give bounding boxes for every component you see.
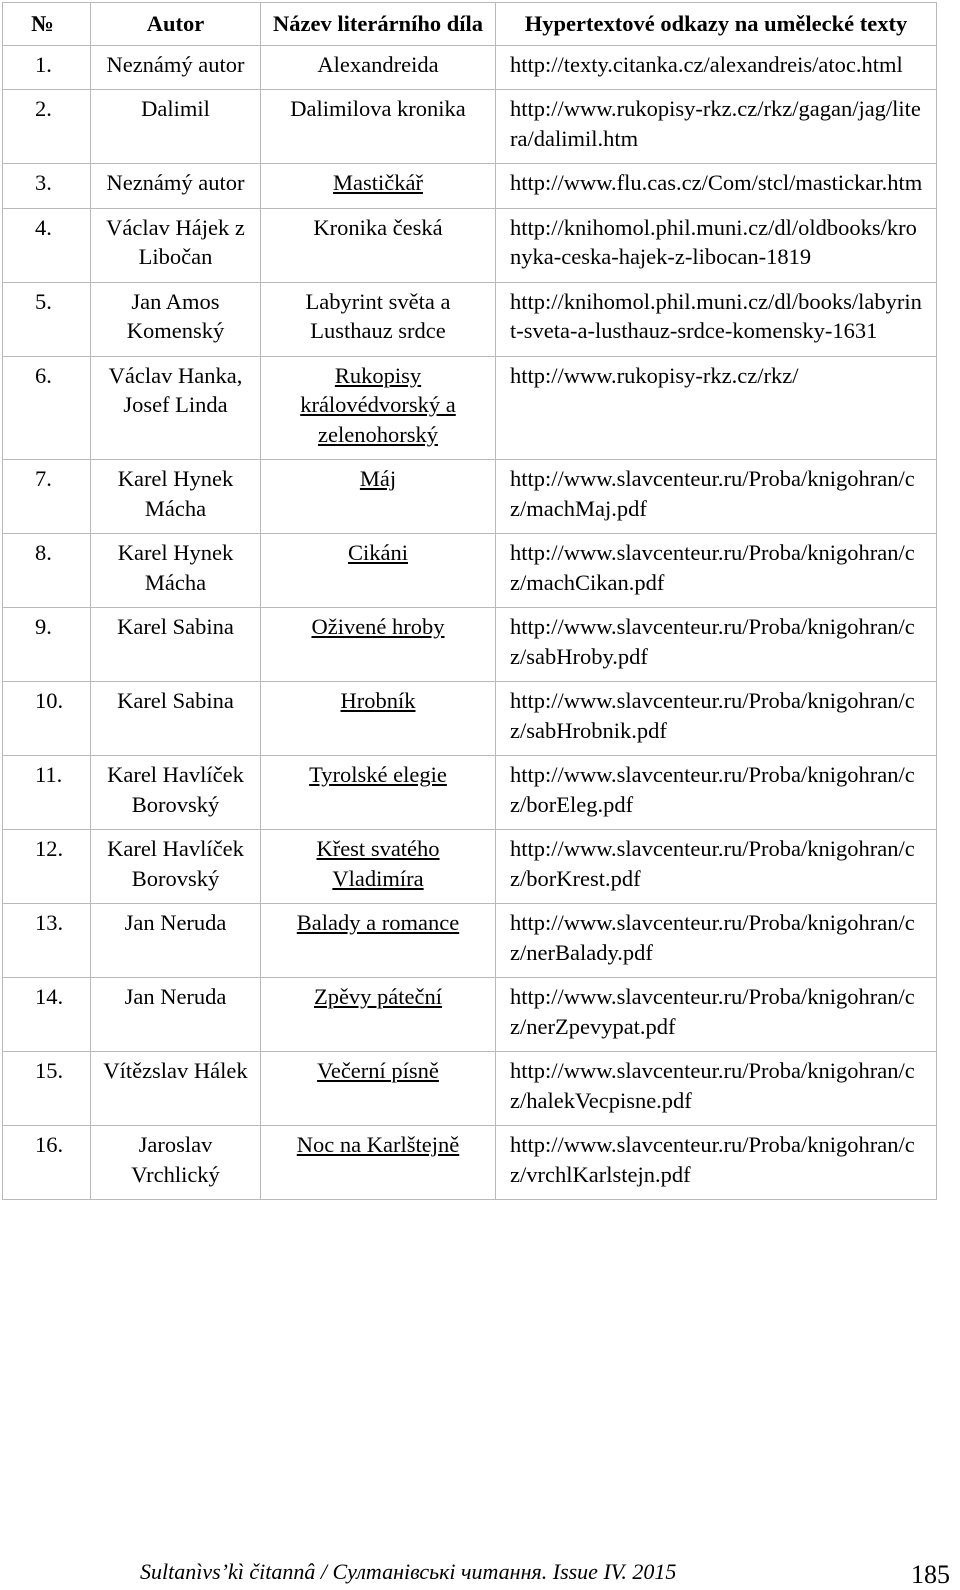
author-cell: Karel Sabina [91,682,261,756]
text-url: http://knihomol.phil.muni.cz/dl/books/labyrint-sveta-a-lusthauz-srdce-komensky-1631 [510,288,922,343]
work-title-cell [261,904,496,978]
author-cell: Václav Hájek z Libočan [91,208,261,282]
table-row [3,1052,937,1126]
table-header-row [3,3,937,46]
work-title: Alexandreida [317,51,439,77]
text-url: http://www.slavcenteur.ru/Proba/knigohran/cz/nerBalady.pdf [510,910,915,965]
work-title-cell [261,756,496,830]
work-title[interactable]: Rukopisy královédvorský a zelenohorský [300,362,456,447]
hyperlink-cell [496,608,937,682]
work-title-cell [261,208,496,282]
table-row [3,164,937,209]
work-title-cell [261,282,496,356]
row-number: 2. [3,90,91,164]
row-number: 4. [3,208,91,282]
text-url: http://knihomol.phil.muni.cz/dl/oldbooks/kronyka-ceska-hajek-z-libocan-1819 [510,214,917,269]
text-url: http://www.rukopisy-rkz.cz/rkz/gagan/jag/litera/dalimil.htm [510,96,921,151]
hyperlink-cell [496,682,937,756]
text-url: http://www.slavcenteur.ru/Proba/knigohran/cz/halekVecpisne.pdf [510,1058,915,1113]
work-title: Dalimilova kronika [290,96,466,121]
work-title[interactable]: Balady a romance [296,910,460,935]
text-url: http://www.slavcenteur.ru/Proba/knigohran/cz/machMaj.pdf [510,466,915,521]
row-number: 16. [3,1126,91,1200]
row-number: 3. [3,164,91,209]
hyperlink-cell [496,208,937,282]
author-cell: Jan Amos Komenský [91,282,261,356]
journal-footer: Sultanìvs’kì čitannâ / Султанівські читання. Issue IV. 2015 [140,1559,677,1584]
text-url: http://www.slavcenteur.ru/Proba/knigohran/cz/borEleg.pdf [510,762,915,817]
hyperlink-cell [496,830,937,904]
hyperlink-cell [496,460,937,534]
work-title[interactable]: Mastičkář [333,170,423,195]
author-cell: Karel Havlíček Borovský [91,756,261,830]
work-title-cell [261,45,496,90]
work-title: Kronika česká [313,214,443,240]
row-number: 15. [3,1052,91,1126]
row-number: 6. [3,356,91,460]
work-title-cell [261,534,496,608]
work-title-cell [261,1052,496,1126]
author-cell: Neznámý autor [91,164,261,209]
row-number: 9. [3,608,91,682]
work-title-cell [261,460,496,534]
author-cell: Karel Hynek Mácha [91,460,261,534]
hyperlink-cell [496,90,937,164]
hyperlink-cell [496,164,937,209]
work-title[interactable]: Večerní písně [317,1058,439,1083]
hyperlink-cell [496,356,937,460]
hyperlink-cell [496,1126,937,1200]
row-number: 10. [3,682,91,756]
text-url: http://www.slavcenteur.ru/Proba/knigohran/cz/machCikan.pdf [510,540,915,595]
author-cell: Jan Neruda [91,978,261,1052]
work-title[interactable]: Hrobník [340,688,416,713]
table-row [3,90,937,164]
work-title[interactable]: Tyrolské elegie [309,762,447,787]
work-title-cell [261,978,496,1052]
row-number: 8. [3,534,91,608]
hyperlink-cell [496,45,937,90]
hyperlink-cell [496,1052,937,1126]
literary-works-table [2,2,937,1200]
author-cell: Dalimil [91,90,261,164]
author-cell: Karel Havlíček Borovský [91,830,261,904]
hyperlink-cell [496,756,937,830]
work-title-cell [261,608,496,682]
table-row [3,608,937,682]
table-row [3,830,937,904]
work-title[interactable]: Křest svatého Vladimíra [316,836,440,891]
text-url: http://www.slavcenteur.ru/Proba/knigohran/cz/nerZpevypat.pdf [510,984,915,1039]
table-row [3,45,937,90]
row-number: 11. [3,756,91,830]
header-author: Autor [91,3,261,46]
work-title-cell [261,356,496,460]
header-work: Název literárního díla [261,3,496,46]
work-title-cell [261,830,496,904]
header-number: № [3,3,91,46]
author-cell: Jaroslav Vrchlický [91,1126,261,1200]
author-cell: Vítězslav Hálek [91,1052,261,1126]
table-row [3,282,937,356]
table-row [3,682,937,756]
work-title-cell [261,1126,496,1200]
work-title: Labyrint světa a Lusthauz srdce [305,288,451,343]
author-cell: Jan Neruda [91,904,261,978]
hyperlink-cell [496,978,937,1052]
work-title[interactable]: Zpěvy páteční [313,984,443,1009]
page-number: 185 [911,1560,950,1589]
work-title-cell [261,682,496,756]
text-url: http://www.slavcenteur.ru/Proba/knigohran/cz/sabHroby.pdf [510,614,915,669]
author-cell: Václav Hanka, Josef Linda [91,356,261,460]
text-url: http://www.rukopisy-rkz.cz/rkz/ [510,362,799,388]
work-title[interactable]: Oživené hroby [311,614,445,639]
work-title[interactable]: Noc na Karlštejně [296,1132,460,1157]
author-cell: Karel Hynek Mácha [91,534,261,608]
text-url: http://texty.citanka.cz/alexandreis/atoc.html [510,51,903,77]
work-title-cell [261,90,496,164]
work-title[interactable]: Máj [359,466,397,491]
text-url: http://www.slavcenteur.ru/Proba/knigohran/cz/borKrest.pdf [510,836,915,891]
hyperlink-cell [496,904,937,978]
text-url: http://www.slavcenteur.ru/Proba/knigohran/cz/sabHrobnik.pdf [510,688,915,743]
row-number: 12. [3,830,91,904]
text-url: http://www.flu.cas.cz/Com/stcl/mastickar.htm [510,170,923,195]
table-row [3,356,937,460]
header-links: Hypertextové odkazy na umělecké texty [496,3,937,46]
table-row [3,978,937,1052]
row-number: 14. [3,978,91,1052]
row-number: 13. [3,904,91,978]
row-number: 5. [3,282,91,356]
row-number: 1. [3,45,91,90]
row-number: 7. [3,460,91,534]
author-cell: Karel Sabina [91,608,261,682]
table-row [3,534,937,608]
table-row [3,904,937,978]
hyperlink-cell [496,534,937,608]
table-row [3,460,937,534]
text-url: http://www.slavcenteur.ru/Proba/knigohran/cz/vrchlKarlstejn.pdf [510,1132,915,1187]
table-row [3,1126,937,1200]
hyperlink-cell [496,282,937,356]
table-row [3,208,937,282]
work-title-cell [261,164,496,209]
author-cell: Neznámý autor [91,45,261,90]
work-title[interactable]: Cikáni [348,540,408,565]
table-row [3,756,937,830]
